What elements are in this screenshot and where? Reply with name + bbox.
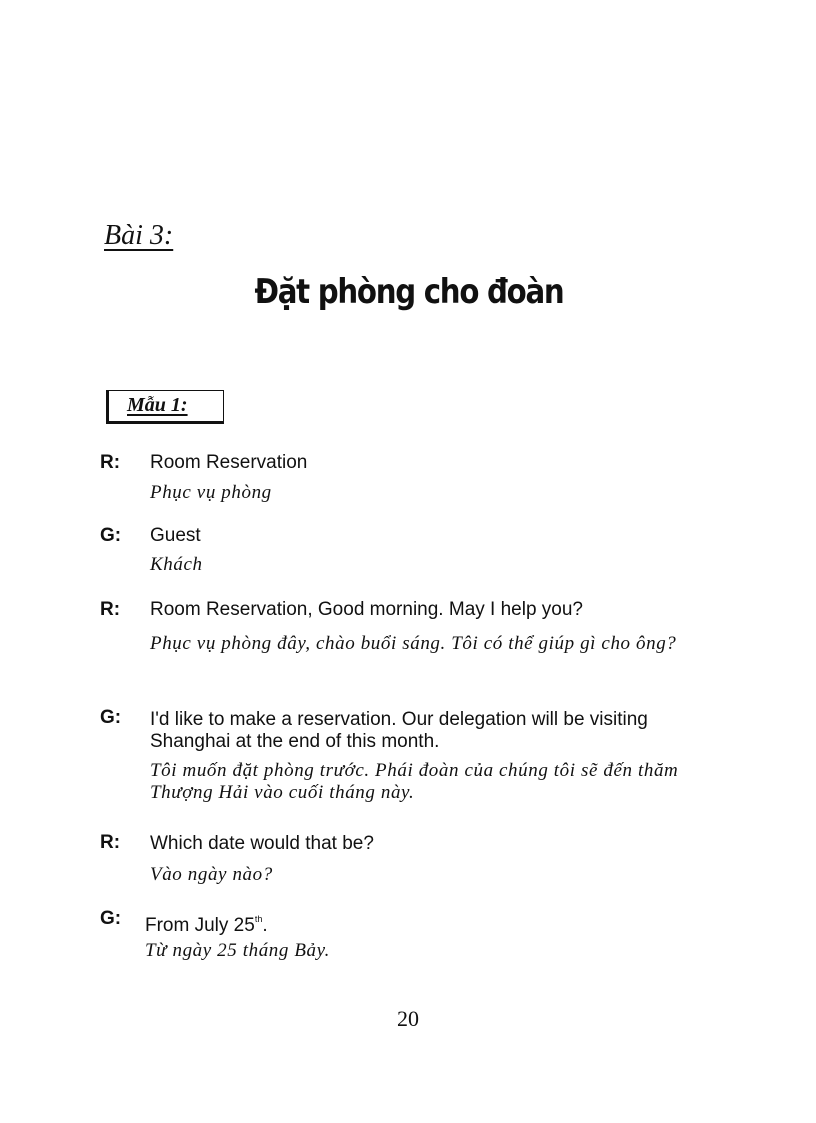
speaker-label: G: [100,525,122,546]
sample-box [106,390,224,424]
english-text: Guest [150,525,201,546]
english-text: I'd like to make a reservation. Our delegation will be visiting Shanghai at the end of this month. [150,709,648,752]
english-text: Room Reservation, Good morning. May I help you? [150,599,583,620]
english-text: Room Reservation [150,452,308,473]
page-number: 20 [397,1006,419,1031]
speaker-label: G: [100,707,122,728]
speaker-label: R: [100,832,121,853]
english-text-main: From July 25 [145,915,255,936]
lesson-label: Bài 3: [104,220,174,251]
vietnamese-text: Từ ngày 25 tháng Bảy. [145,940,330,961]
sample-label: Mẫu 1: [127,394,188,416]
vietnamese-text: Phục vụ phòng [150,482,272,503]
lesson-title: Đặt phòng cho đoàn [254,272,564,312]
english-text-end: . [262,915,268,936]
vietnamese-text: Khách [150,554,203,575]
vietnamese-text: Tôi muốn đặt phòng trước. Phái đoàn của chúng tôi sẽ đến thăm Thượng Hải vào cuối tháng này. [150,760,679,803]
speaker-label: G: [100,908,122,929]
speaker-label: R: [100,599,121,620]
vietnamese-text: Vào ngày nào? [150,864,273,885]
english-text [145,908,725,937]
speaker-label: R: [100,452,121,473]
english-text: Which date would that be? [150,833,374,854]
vietnamese-text: Phục vụ phòng đây, chào buổi sáng. Tôi có thể giúp gì cho ông? [150,633,677,654]
ordinal-suffix: th [254,914,263,924]
